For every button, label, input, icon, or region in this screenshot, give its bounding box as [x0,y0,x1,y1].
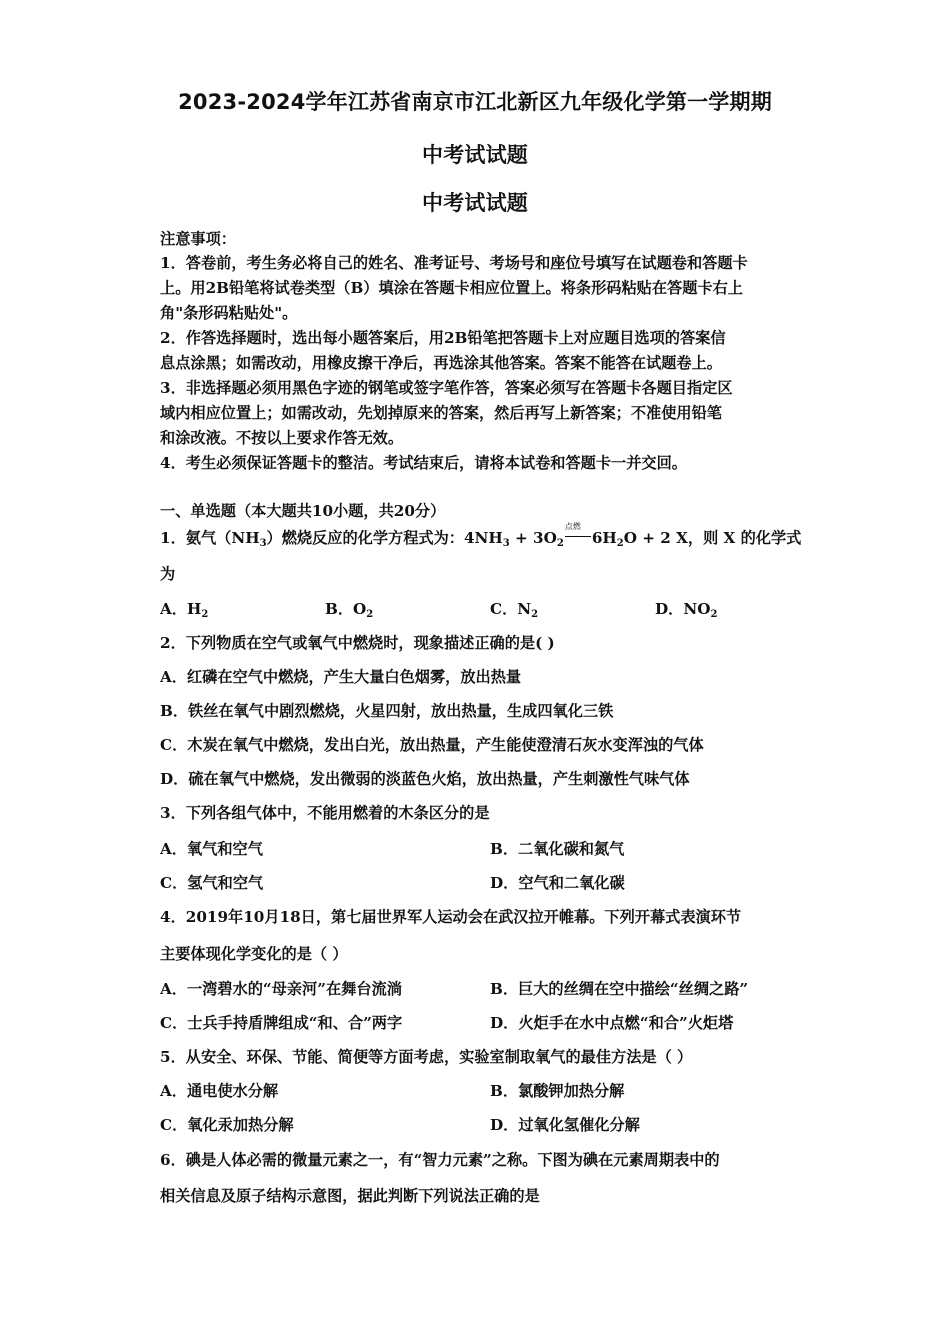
option-label: A．H [160,600,202,618]
notes-line: 2．作答选择题时，选出每小题答案后，用2B铅笔把答题卡上对应题目选项的答案信 [160,329,726,347]
option-c: C．木炭在氧气中燃烧，发出白光，放出热量，产生能使澄清石灰水变浑浊的气体 [160,736,704,754]
reaction-arrow-line [565,536,591,537]
exam-title-line3: 中考试试题 [422,191,528,215]
option-a [160,598,208,620]
option-label: B．O [325,600,367,618]
option-sub: 2 [366,609,374,620]
option-c: C．士兵手持盾牌组成“和、合”两字 [160,1014,403,1032]
question-1-stem-wrap: 为 [160,565,176,583]
question-1-stem [160,522,802,549]
notes-heading: 注意事项： [160,230,236,248]
option-b: B．氯酸钾加热分解 [490,1082,625,1100]
option-sub: 2 [201,609,209,620]
q1-text-mid: ）燃烧反应的化学方程式为：4NH [266,529,503,547]
option-a: A．红磷在空气中燃烧，产生大量白色烟雾，放出热量 [160,668,522,686]
q1-text-plus: + 3O [509,529,557,547]
q1-sub: 2 [556,538,564,549]
option-d: D．过氧化氢催化分解 [490,1116,640,1134]
q1-text-prod: 6H [591,529,617,547]
option-c: C．氢气和空气 [160,874,264,892]
notes-line: 1．答卷前，考生务必将自己的姓名、准考证号、考场号和座位号填写在试题卷和答题卡 [160,254,748,272]
question-6-stem: 6．碘是人体必需的微量元素之一，有“智力元素”之称。下图为碘在元素周期表中的 [160,1151,720,1169]
option-b [325,598,373,620]
notes-line: 息点涂黑；如需改动，用橡皮擦干净后，再选涂其他答案。答案不能答在试题卷上。 [160,354,722,372]
notes-line: 3．非选择题必须用黑色字迹的钢笔或签字笔作答，答案必须写在答题卡各题目指定区 [160,379,733,397]
question-5-stem: 5．从安全、环保、节能、简便等方面考虑，实验室制取氧气的最佳方法是（ ） [160,1048,693,1066]
section-heading: 一、单选题（本大题共10小题，共20分） [160,502,446,520]
option-b: B．二氧化碳和氮气 [490,840,625,858]
option-d [655,598,717,620]
question-3-stem: 3．下列各组气体中，不能用燃着的木条区分的是 [160,804,490,822]
option-d: D．硫在氧气中燃烧，发出微弱的淡蓝色火焰，放出热量，产生刺激性气味气体 [160,770,690,788]
reaction-condition-label: 点燃 [564,522,581,531]
notes-line: 角"条形码粘贴处"。 [160,304,298,322]
exam-title-line2: 中考试试题 [422,143,528,167]
question-6-stem-wrap: 相关信息及原子结构示意图，据此判断下列说法正确的是 [160,1187,540,1205]
option-a: A．一湾碧水的“母亲河”在舞台流淌 [160,980,402,998]
question-4-stem-wrap: 主要体现化学变化的是（ ） [160,945,348,963]
question-2-stem: 2．下列物质在空气或氧气中燃烧时，现象描述正确的是( ) [160,634,555,652]
option-d: D．空气和二氧化碳 [490,874,625,892]
notes-line: 和涂改液。不按以上要求作答无效。 [160,429,403,447]
option-b: B．巨大的丝绸在空中描绘“丝绸之路” [490,980,749,998]
notes-line: 上。用2B铅笔将试卷类型（B）填涂在答题卡相应位置上。将条形码粘贴在答题卡右上 [160,279,743,297]
option-d: D．火炬手在水中点燃“和合”火炬塔 [490,1014,734,1032]
notes-line: 域内相应位置上；如需改动，先划掉原来的答案，然后再写上新答案；不准使用铅笔 [160,404,722,422]
option-c: C．氧化汞加热分解 [160,1116,294,1134]
q1-text-tail: O + 2 X，则 X 的化学式 [623,529,802,547]
option-c [490,598,538,620]
question-4-stem: 4．2019年10月18日，第七届世界军人运动会在武汉拉开帷幕。下列开幕式表演环节 [160,908,742,926]
option-sub: 2 [531,609,539,620]
exam-title-line1: 2023-2024学年江苏省南京市江北新区九年级化学第一学期期 [178,90,772,114]
q1-sub: 3 [259,538,267,549]
q1-sub: 2 [616,538,624,549]
notes-line: 4．考生必须保证答题卡的整洁。考试结束后，请将本试卷和答题卡一并交回。 [160,454,687,472]
option-label: D．NO [655,600,711,618]
reaction-condition-arrow [564,522,592,543]
q1-text-pre: 1．氨气（NH [160,529,260,547]
option-a: A．氧气和空气 [160,840,263,858]
option-label: C．N [490,600,532,618]
option-b: B．铁丝在氧气中剧烈燃烧，火星四射，放出热量，生成四氧化三铁 [160,702,614,720]
option-sub: 2 [710,609,718,620]
option-a: A．通电使水分解 [160,1082,279,1100]
q1-sub: 3 [502,538,510,549]
